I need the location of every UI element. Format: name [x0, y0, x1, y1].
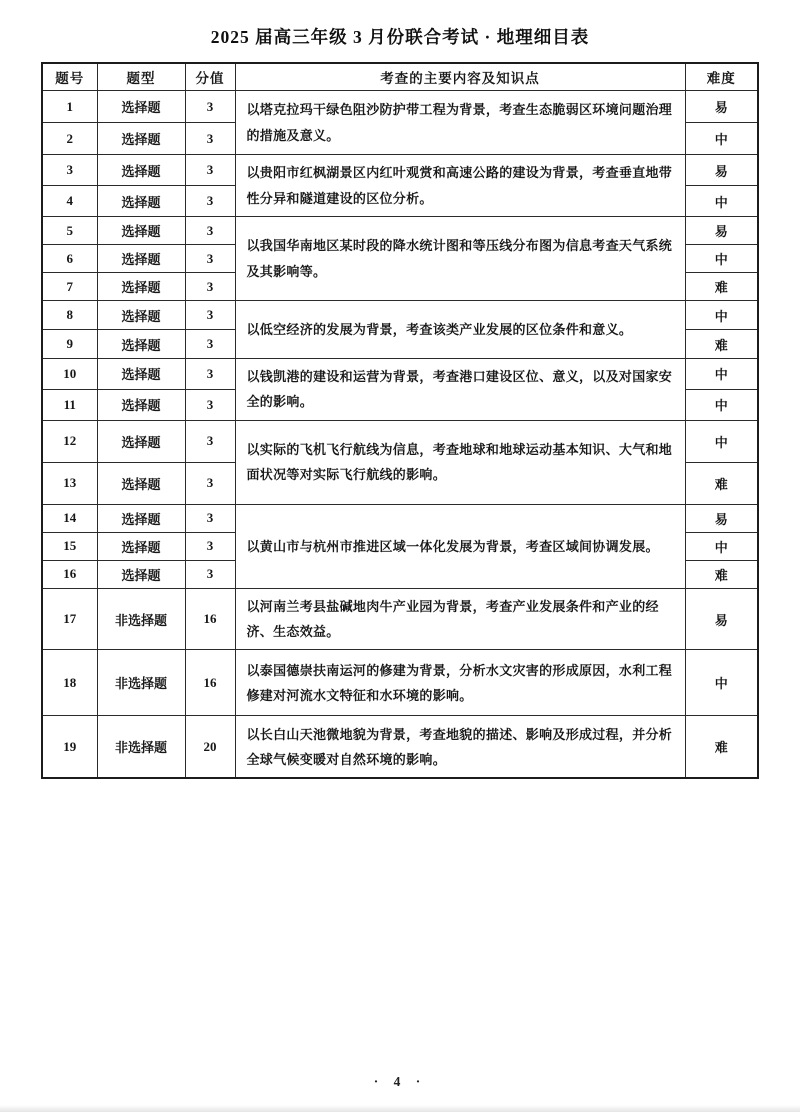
question-type-cell: 非选择题 [97, 588, 185, 650]
table-row [42, 588, 758, 650]
question-number-cell: 15 [42, 532, 97, 560]
question-number-cell: 9 [42, 330, 97, 359]
question-number-cell: 13 [42, 462, 97, 504]
question-type-cell: 选择题 [97, 273, 185, 301]
content-cell: 以泰国德崇扶南运河的修建为背景，分析水文灾害的形成原因，水利工程修建对河流水文特征和水环境的影响。 [235, 650, 685, 716]
difficulty-cell: 易 [685, 588, 758, 650]
score-cell: 3 [185, 91, 235, 123]
difficulty-cell: 中 [685, 532, 758, 560]
question-type-cell: 选择题 [97, 186, 185, 217]
table-row [42, 716, 758, 779]
table-header-row [42, 63, 758, 91]
question-type-cell: 选择题 [97, 462, 185, 504]
difficulty-cell: 难 [685, 462, 758, 504]
header-question-type: 题型 [97, 63, 185, 91]
question-type-cell: 选择题 [97, 217, 185, 245]
score-cell: 20 [185, 716, 235, 779]
score-cell: 3 [185, 504, 235, 532]
table-row [42, 91, 758, 123]
question-type-cell: 选择题 [97, 155, 185, 186]
difficulty-cell: 易 [685, 91, 758, 123]
table-row [42, 504, 758, 532]
content-cell: 以我国华南地区某时段的降水统计图和等压线分布图为信息考查天气系统及其影响等。 [235, 217, 685, 301]
question-number-cell: 11 [42, 389, 97, 420]
score-cell: 3 [185, 186, 235, 217]
question-number-cell: 10 [42, 359, 97, 390]
difficulty-cell: 中 [685, 301, 758, 330]
question-number-cell: 12 [42, 420, 97, 462]
table-row [42, 301, 758, 330]
page-title: 2025 届高三年级 3 月份联合考试 · 地理细目表 [210, 27, 590, 47]
question-number-cell: 1 [42, 91, 97, 123]
content-cell: 以黄山市与杭州市推进区域一体化发展为背景，考查区域间协调发展。 [235, 504, 685, 588]
difficulty-cell: 难 [685, 716, 758, 779]
question-number-cell: 16 [42, 560, 97, 588]
content-cell: 以河南兰考县盐碱地肉牛产业园为背景，考查产业发展条件和产业的经济、生态效益。 [235, 588, 685, 650]
score-cell: 16 [185, 588, 235, 650]
question-number-cell: 2 [42, 123, 97, 155]
difficulty-cell: 中 [685, 650, 758, 716]
exam-spec-table [41, 62, 759, 779]
difficulty-cell: 中 [685, 359, 758, 390]
score-cell: 3 [185, 389, 235, 420]
difficulty-cell: 中 [685, 186, 758, 217]
difficulty-cell: 易 [685, 504, 758, 532]
content-cell: 以钱凯港的建设和运营为背景，考查港口建设区位、意义，以及对国家安全的影响。 [235, 359, 685, 421]
question-number-cell: 4 [42, 186, 97, 217]
difficulty-cell: 易 [685, 155, 758, 186]
table-body [42, 91, 758, 779]
score-cell: 3 [185, 532, 235, 560]
table-row [42, 420, 758, 462]
score-cell: 3 [185, 155, 235, 186]
table-row [42, 217, 758, 245]
question-number-cell: 3 [42, 155, 97, 186]
table-row [42, 650, 758, 716]
score-cell: 3 [185, 359, 235, 390]
difficulty-cell: 中 [685, 420, 758, 462]
table-row [42, 155, 758, 186]
question-number-cell: 17 [42, 588, 97, 650]
question-type-cell: 非选择题 [97, 716, 185, 779]
header-content: 考查的主要内容及知识点 [235, 63, 685, 91]
content-cell: 以低空经济的发展为背景，考查该类产业发展的区位条件和意义。 [235, 301, 685, 359]
question-type-cell: 选择题 [97, 504, 185, 532]
table-row [42, 359, 758, 390]
question-type-cell: 选择题 [97, 330, 185, 359]
question-number-cell: 18 [42, 650, 97, 716]
difficulty-cell: 中 [685, 245, 758, 273]
question-type-cell: 选择题 [97, 301, 185, 330]
question-number-cell: 8 [42, 301, 97, 330]
question-type-cell: 非选择题 [97, 650, 185, 716]
question-type-cell: 选择题 [97, 420, 185, 462]
score-cell: 3 [185, 301, 235, 330]
difficulty-cell: 难 [685, 330, 758, 359]
score-cell: 3 [185, 123, 235, 155]
score-cell: 3 [185, 217, 235, 245]
header-question-number: 题号 [42, 63, 97, 91]
difficulty-cell: 难 [685, 560, 758, 588]
question-type-cell: 选择题 [97, 245, 185, 273]
scan-edge-shadow [0, 1105, 800, 1112]
question-type-cell: 选择题 [97, 389, 185, 420]
content-cell: 以贵阳市红枫湖景区内红叶观赏和高速公路的建设为背景，考查垂直地带性分异和隧道建设的区位分析。 [235, 155, 685, 217]
score-cell: 3 [185, 245, 235, 273]
score-cell: 3 [185, 560, 235, 588]
difficulty-cell: 中 [685, 123, 758, 155]
score-cell: 3 [185, 462, 235, 504]
question-number-cell: 5 [42, 217, 97, 245]
difficulty-cell: 中 [685, 389, 758, 420]
question-type-cell: 选择题 [97, 532, 185, 560]
question-number-cell: 19 [42, 716, 97, 779]
score-cell: 3 [185, 420, 235, 462]
question-type-cell: 选择题 [97, 123, 185, 155]
content-cell: 以塔克拉玛干绿色阻沙防护带工程为背景，考查生态脆弱区环境问题治理的措施及意义。 [235, 91, 685, 155]
question-type-cell: 选择题 [97, 91, 185, 123]
content-cell: 以实际的飞机飞行航线为信息，考查地球和地球运动基本知识、大气和地面状况等对实际飞行航线的影响。 [235, 420, 685, 504]
question-number-cell: 14 [42, 504, 97, 532]
difficulty-cell: 易 [685, 217, 758, 245]
header-difficulty: 难度 [685, 63, 758, 91]
page-number: · 4 · [373, 1074, 427, 1089]
score-cell: 16 [185, 650, 235, 716]
question-number-cell: 6 [42, 245, 97, 273]
question-number-cell: 7 [42, 273, 97, 301]
score-cell: 3 [185, 273, 235, 301]
question-type-cell: 选择题 [97, 359, 185, 390]
score-cell: 3 [185, 330, 235, 359]
question-type-cell: 选择题 [97, 560, 185, 588]
difficulty-cell: 难 [685, 273, 758, 301]
header-score: 分值 [185, 63, 235, 91]
content-cell: 以长白山天池微地貌为背景，考查地貌的描述、影响及形成过程，并分析全球气候变暖对自然环境的影响。 [235, 716, 685, 779]
